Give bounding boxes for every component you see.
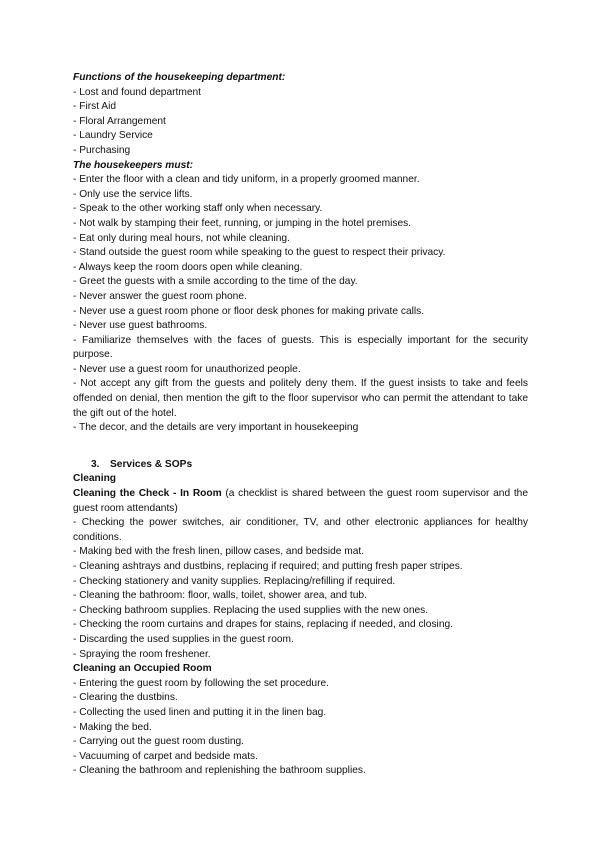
list-item: - Always keep the room doors open while cleaning. [73,261,303,273]
list-item: - Familiarize themselves with the faces of guests. This is especially important for the security purpose. [73,334,528,361]
list-item: - Stand outside the guest room while speaking to the guest to respect their privacy. [73,247,446,259]
check-in-note: (a checklist is shared between the guest room supervisor and the guest room attendants) [73,488,528,514]
list-item: - Greet the guests with a smile according to the time of the day. [73,276,358,288]
list-item: - Cleaning the bathroom: floor, walls, toilet, shower area, and tub. [73,590,367,602]
list-item: - Carrying out the guest room dusting. [73,736,245,748]
list-item: - Lost and found department [73,86,201,98]
document-page [73,71,528,779]
list-item: - Not walk by stamping their feet, running, or jumping in the hotel premises. [73,217,412,229]
list-item: - Checking the power switches, air conditioner, TV, and other electronic appliances for healthy conditions. [73,517,528,543]
list-item: - Entering the guest room by following the set procedure. [73,677,329,689]
list-item: - Not accept any gift from the guests and politely deny them. If the guest insists to take and feels offended on denial, then mention the gift to the floor supervisor who can permit the attendant to take the gift out of the hotel. [73,378,528,419]
list-item: - Cleaning the bathroom and replenishing the bathroom supplies. [73,765,366,777]
list-item: - Making the bed. [73,721,152,733]
list-item: - Floral Arrangement [73,115,166,127]
check-in-paragraph [73,487,528,516]
section-title-text: Services & SOPs [110,458,193,470]
list-item: - Clearing the dustbins. [73,692,178,704]
list-item: - The decor, and the details are very important in housekeeping [73,422,359,434]
cleaning-subheading: Cleaning [73,473,117,485]
list-item: - Never use a guest room phone or floor desk phones for making private calls. [73,305,425,317]
housekeepers-heading: The housekeepers must: [73,159,194,171]
list-item: - Checking the room curtains and drapes for stains, replacing if needed, and closing. [73,619,453,631]
list-item: - Never use a guest room for unauthorized people. [73,363,301,375]
list-item: - Cleaning ashtrays and dustbins, replacing if required; and putting fresh paper stripes. [73,561,463,572]
list-item: - Checking bathroom supplies. Replacing the used supplies with the new ones. [73,604,429,616]
list-item: - Collecting the used linen and putting it in the linen bag. [73,706,327,718]
list-item: - Spraying the room freshener. [73,648,211,660]
list-item: - Never use guest bathrooms. [73,320,208,332]
list-item: - Making bed with the fresh linen, pillow cases, and bedside mat. [73,546,365,558]
section-spacer [73,436,528,458]
list-item: - Eat only during meal hours, not while cleaning. [73,232,290,244]
list-item: - Checking stationery and vanity supplies. Replacing/refilling if required. [73,575,396,587]
occupied-room-heading: Cleaning an Occupied Room [73,663,212,675]
list-item: - Enter the floor with a clean and tidy uniform, in a properly groomed manner. [73,174,420,186]
list-item: - Only use the service lifts. [73,188,193,200]
list-item: - Speak to the other working staff only when necessary. [73,203,323,215]
section-title [73,458,528,473]
list-item: - Purchasing [73,144,131,156]
list-item: - First Aid [73,101,117,113]
functions-heading: Functions of the housekeeping department: [73,72,286,83]
section-number: 3. [91,458,100,470]
check-in-heading: Cleaning the Check - In Room [73,488,222,500]
list-item: - Vacuuming of carpet and bedside mats. [73,750,258,762]
list-item: - Discarding the used supplies in the guest room. [73,633,294,645]
list-item: - Laundry Service [73,130,153,142]
list-item: - Never answer the guest room phone. [73,290,247,302]
